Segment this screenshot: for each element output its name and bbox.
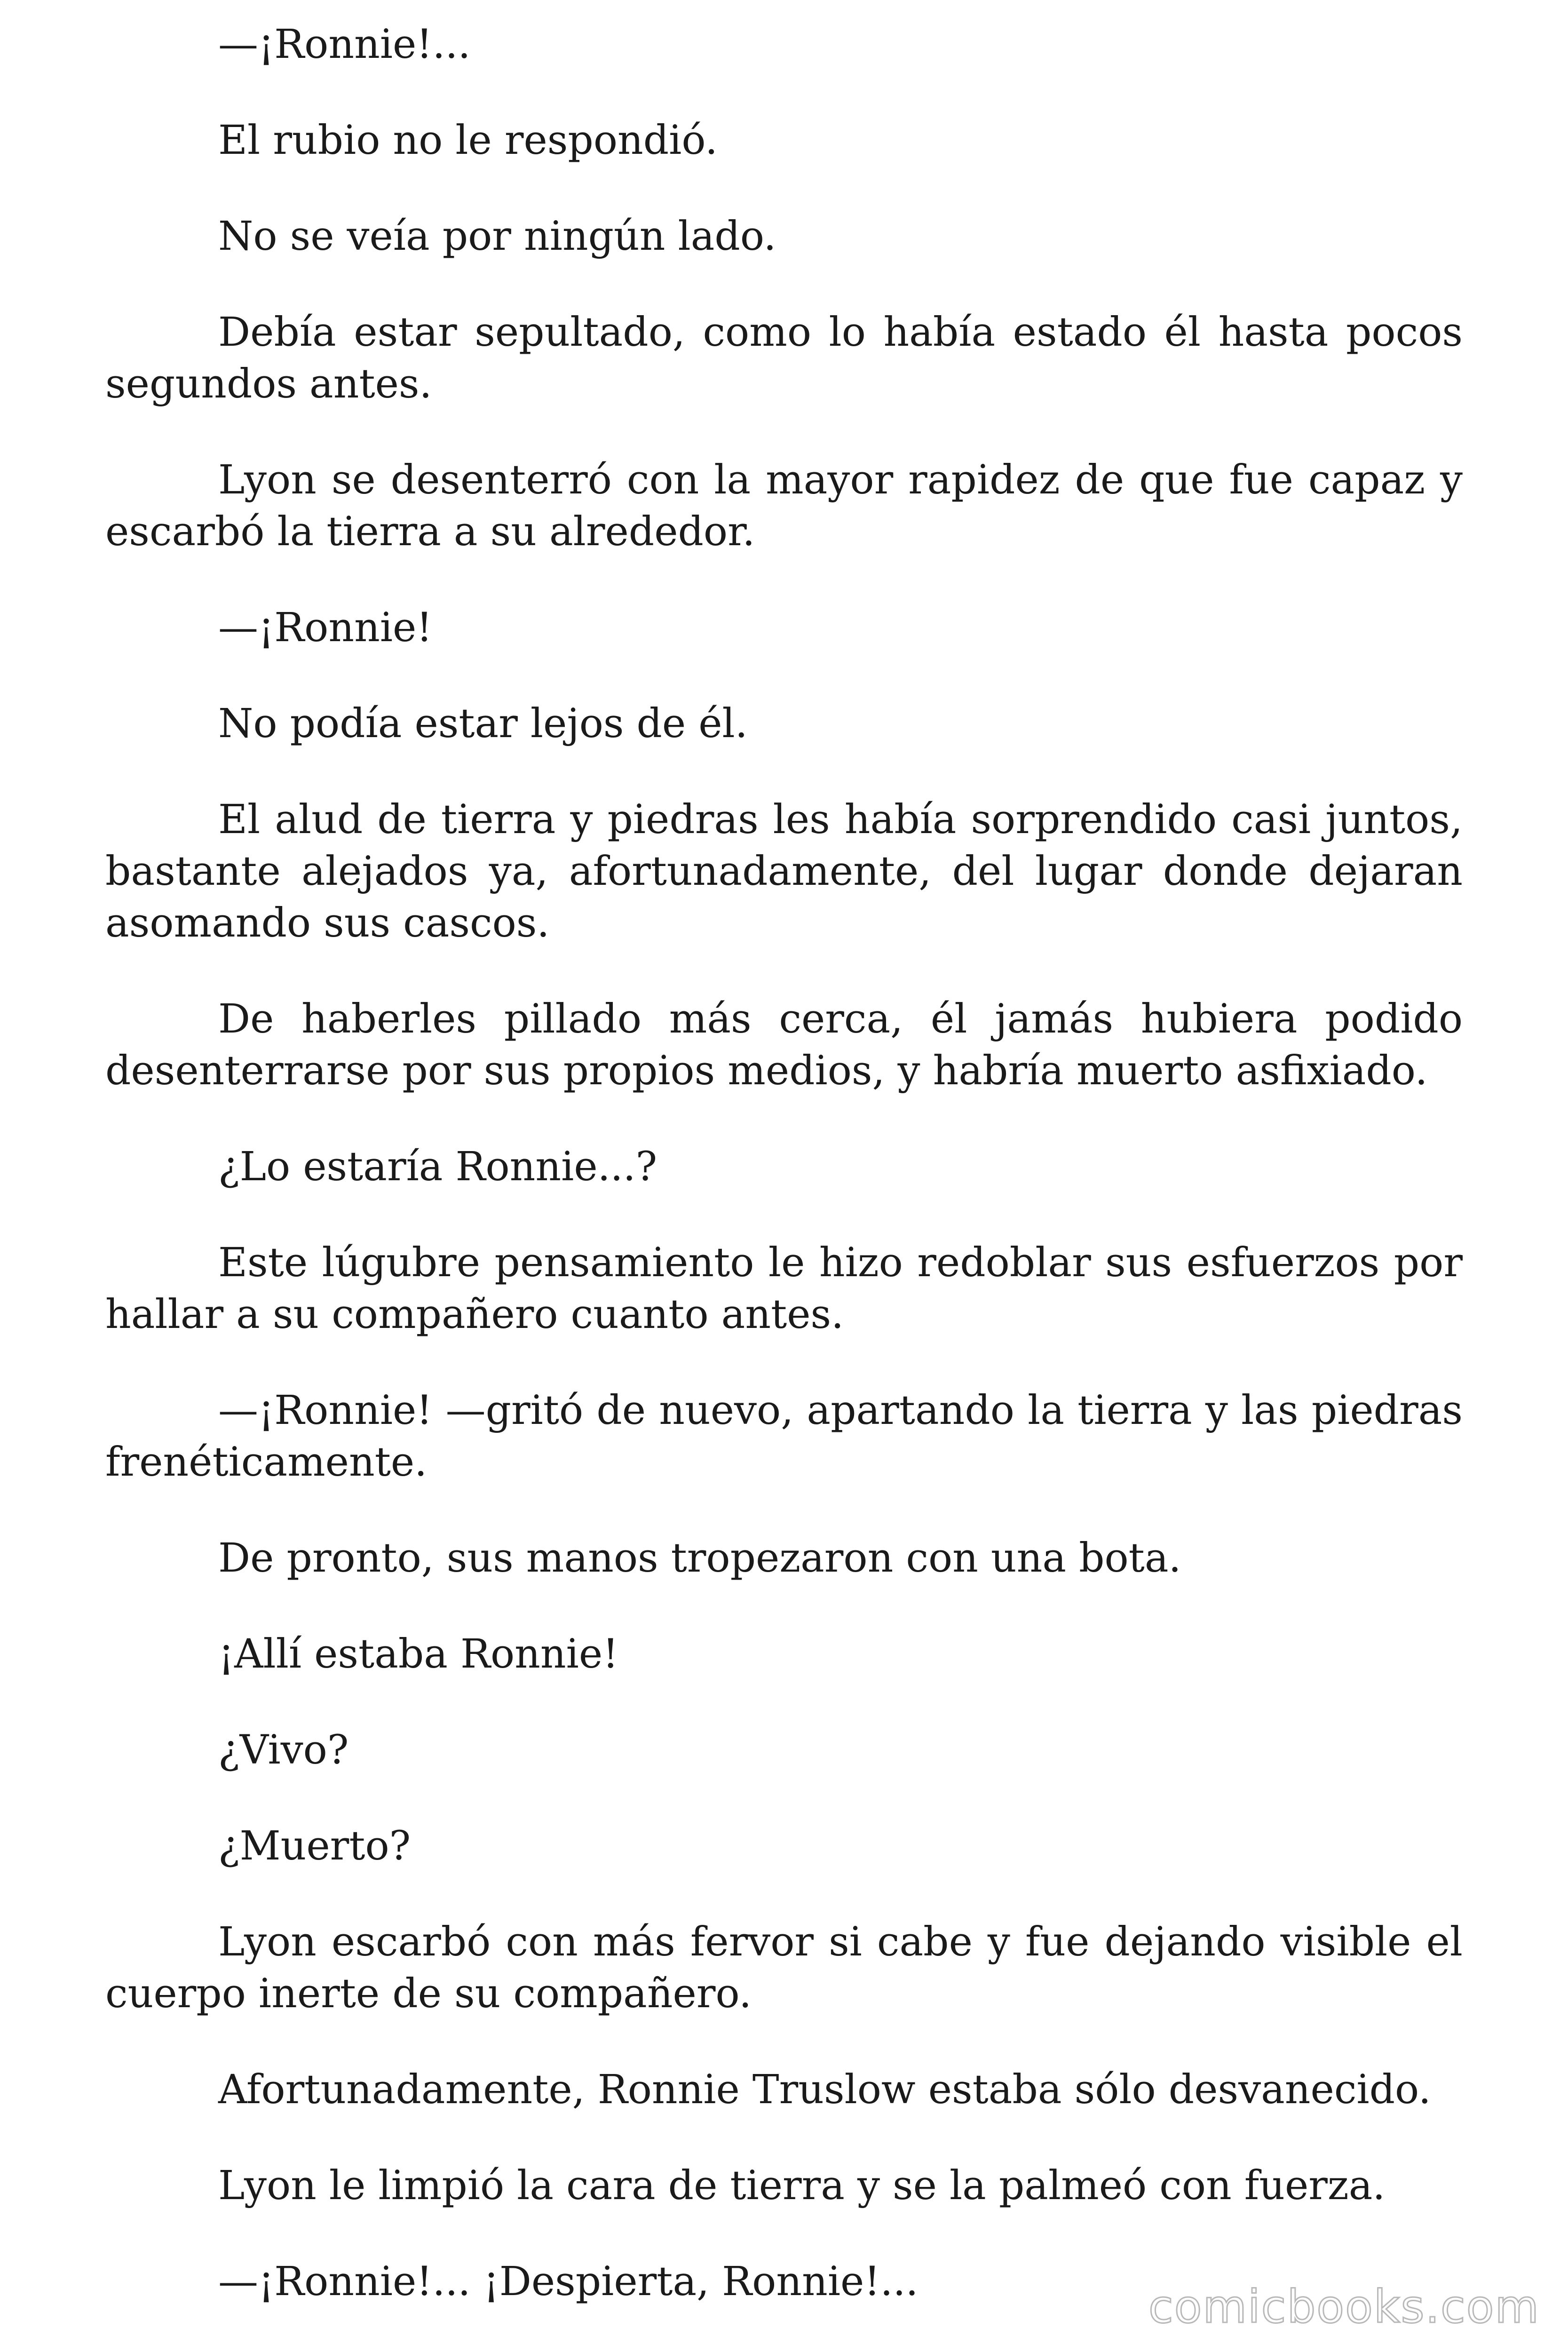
paragraph: No podía estar lejos de él. — [218, 700, 748, 747]
paragraph: De pronto, sus manos tropezaron con una bota. — [218, 1535, 1181, 1581]
paragraph: Afortunadamente, Ronnie Truslow estaba sólo desvanecido. — [218, 2066, 1431, 2113]
paragraph: De haberles pillado más cerca, él jamás hubiera podido desenterrarse por sus propios medios, y habría muerto asfixiado. — [105, 996, 1463, 1094]
paragraph: —¡Ronnie!... ¡Despierta, Ronnie!... — [218, 2258, 919, 2305]
paragraph: Lyon le limpió la cara de tierra y se la palmeó con fuerza. — [218, 2162, 1386, 2209]
paragraph: ¡Allí estaba Ronnie! — [218, 1631, 619, 1677]
paragraph: El alud de tierra y piedras les había sorprendido casi juntos, bastante alejados ya, afortunadamente, del lugar donde dejaran asomando sus cascos. — [105, 796, 1463, 946]
paragraph: —¡Ronnie! —gritó de nuevo, apartando la tierra y las piedras frenéticamente. — [105, 1387, 1463, 1486]
paragraph: Lyon se desenterró con la mayor rapidez de que fue capaz y escarbó la tierra a su alrededor. — [105, 457, 1463, 555]
paragraph: Este lúgubre pensamiento le hizo redoblar sus esfuerzos por hallar a su compañero cuanto antes. — [105, 1240, 1463, 1338]
paragraph: ¿Lo estaría Ronnie...? — [218, 1144, 657, 1190]
paragraph: Lyon escarbó con más fervor si cabe y fue dejando visible el cuerpo inerte de su compañero. — [105, 1919, 1463, 2017]
paragraph: —¡Ronnie! — [218, 604, 433, 651]
paragraph: Debía estar sepultado, como lo había estado él hasta pocos segundos antes. — [105, 309, 1463, 407]
paragraph: ¿Muerto? — [218, 1823, 411, 1869]
paragraph: —¡Ronnie!... — [218, 21, 471, 68]
paragraph: El rubio no le respondió. — [218, 117, 718, 164]
paragraph: No se veía por ningún lado. — [218, 213, 776, 260]
body-text — [105, 19, 1463, 2352]
paragraph: ¿Vivo? — [218, 1727, 349, 1773]
watermark: comicbooks.com — [1148, 2280, 1540, 2333]
